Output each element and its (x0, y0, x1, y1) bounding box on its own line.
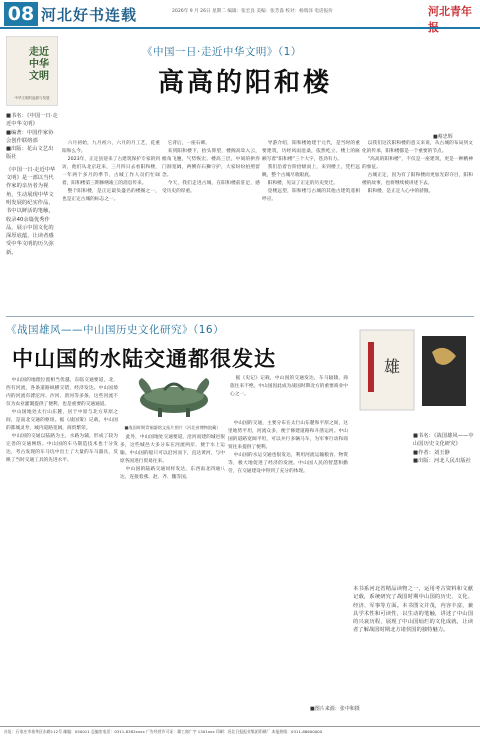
book-publisher: ■出版：花山文艺出版社 (6, 146, 54, 161)
book-cover-title: 走近中华文明 (29, 47, 49, 82)
paragraph: 来到阳和楼下，抬头仰望，楼阁高耸入云，檐角飞翘，气势恢宏。楼高三层，中间的拱券门洞宽阔，两侧有石狮守护，大家纷纷拍照留念。 (162, 149, 260, 179)
header-meta: 2026年 9 月 26日 星期二 编辑：张宏良 美编：张芳淼 校对：杨瑞泽 电话报价 (172, 9, 333, 14)
book-cover-1 (6, 36, 58, 106)
article1-title: 高高的阳和楼 (158, 68, 333, 98)
book-info-2 (413, 432, 475, 465)
book-name: ■书名：《战国雄风——中山国历史文化研究》 (413, 433, 474, 448)
paragraph: 中山国的交通以陆路为主，水路为辅，形成了较为完善的交通网络。中山国的车马制造技术也十分发达，考古发现的车马坑中出土了大量的车马器具，反映了当时交通工具的先进水平。 (6, 434, 118, 464)
paragraph: 2023年，正定县迎来了古建筑保护专家的到访，他们从北京赶来，三月四日去看阳和楼，一年两个多月的季节，古城工作人员们忙碌着，阳和楼第三期修缮竣工的消息传来。 (62, 157, 160, 187)
footer-info: 社址：石家庄市裕华区东路112号 邮编：050011 总编室电话：0311-8382xxxx 广告经营许可证：冀工商广字 1301xxx 印刷：河北日报报业集团印刷厂 本报热线：0311-88600000 (4, 729, 323, 734)
photo-caption: ■战国时期青铜器铭文拓片图片（河北省博物院藏） (124, 425, 221, 430)
book-author: ■编著：中国作家协会创作联络部 (6, 129, 54, 144)
paragraph: 六月初始，九月初六，六月的月工艺，花重阳和么今。 (62, 141, 160, 155)
paragraph: 中山国的陆路交通同样发达，东西南北四通八达，连接着燕、赵、齐、魏等国。 (120, 467, 225, 481)
article2-column-3-top (230, 375, 348, 399)
paragraph: 整个阳和楼，是正定最负盛名的楼阁之一，也是正定古城的标志之一。 (62, 189, 160, 203)
paragraph: 阳和楼，见证了正定的历史变迁。 (267, 181, 338, 187)
newspaper-logo: 河北青年报 (428, 5, 472, 34)
book-name: ■书名：《中国一日·走近中华文明》 (6, 113, 58, 128)
section-title: 河北好书连载 (41, 6, 138, 24)
paragraph: 我们沿着台阶拾级而上，来到楼上，凭栏远眺，整个古城尽收眼底。 (262, 165, 360, 179)
paragraph: 据《史记》记载，中山国的交通发达，车马辐辏，商旅往来不绝。中山国因此成为战国时期北方的重要商业中心之一。 (230, 376, 348, 398)
paragraph: 今天，我们走进古城，在阳和楼前驻足，感受历史的厚重。 (162, 181, 260, 195)
book-cover-2 (352, 322, 474, 420)
bronze-artifact-photo (124, 372, 224, 422)
paragraph: 中山国的交通，主要分布在太行山东麓和平原之间，这里地势平坦，河流众多，便于修建道路和开凿运河。中山国的道路宽阔平坦，可以并行多辆马车，为军事行动和商贸往来提供了便利。 (228, 421, 348, 451)
paragraph: 古城正定，因为有了阳和楼而更加光彩夺目，阳和楼的故事，也将继续被讲述下去。 (362, 173, 473, 187)
paragraph: 中山国的地理位置相当优越，东临交通要道，北、西有河流，各条道路纵横交错，经济发达。中山国境内的河流有滹沱河、沙河、唐河等多条，这些河流不仅为农业灌溉提供了便利，也是重要的交通通道。 (6, 378, 118, 408)
paragraph: 登楼远望，阳和楼与古城的其他古建筑遥相呼应。 (262, 189, 360, 203)
paragraph: 以我们这次阳和楼的意义来说，从古城的布局到文化的传承，阳和楼都是一个重要的节点。 (362, 141, 473, 155)
book-blurb: 《中国一日·走近中华文明》是一部以当代作家的亲历者为视角，生动展现中华文明发展的纪实作品，书中以鲜活的笔触，收录40余篇优秀作品，展示中国文化的深厚底蕴，让读者感受中华文明的历久弥新。 (6, 166, 56, 256)
book-publisher: ■出版：河北人民出版社 (413, 457, 471, 464)
paragraph: 此外，中山国地处交通要道，沿河而建的城邑很多，这些城邑大多分布在河流两岸，便于水上运输。中山国的船只可以沿河而下，直达黄河，与中原各国进行贸易往来。 (120, 435, 225, 465)
paragraph: 中山国地处太行山东麓，居于中原与北方草原之间，是南北交通的枢纽。据《战国策》记载，中山国的都城灵寿，城内道路宽阔，商贸繁荣。 (6, 410, 118, 432)
article2-column-2 (120, 434, 225, 482)
article2-author: ■图片来源：张中和摄 (310, 706, 360, 712)
book-author: ■作者：刘玉静 (413, 449, 450, 456)
article2-column-3 (228, 420, 348, 476)
article1-column-1 (62, 140, 160, 204)
article2-series: 《战国雄风——中山国历史文化研究》（16） (6, 324, 225, 336)
article1-column-4 (362, 140, 473, 196)
svg-text:雄: 雄 (383, 357, 401, 376)
article1-series: 《中国一日·走近中华文明》（1） (142, 46, 302, 58)
paragraph: “高高的阳和楼”，不仅是一座建筑，更是一种精神的象征。 (362, 157, 473, 171)
book-info-1 (6, 112, 58, 257)
footer-rule (0, 726, 480, 727)
book-blurb-2: 本书系河北省精品读物之一，运用考古资料和文献记载，系统研究了战国时期中山国的历史、文化、经济、军事等方面。本书图文并茂，内容丰富，兼具学术性和可读性，以生动的笔触，讲述了中山国的兴衰历程，展现了中山国灿烂的文化成就，让读者了解战国时期北方诸侯国的独特魅力。 (353, 586, 473, 634)
article2-title: 中山国的水陆交通都很发达 (12, 346, 276, 371)
header-rule (0, 27, 480, 29)
book-cover-subtitle: 中华文明的起源与发展 (14, 96, 50, 100)
article2-column-1 (6, 377, 118, 466)
paragraph: 阳和楼，是正定人心中的骄傲。 (367, 189, 434, 195)
paragraph: 导游介绍，阳和楼始建于元代，是当时的重要建筑，历经风雨沧桑，依然屹立。楼上的匾额写着“阳和楼”三个大字，苍劲有力。 (262, 141, 360, 163)
article1-author: ■蔡忠辉 (433, 134, 453, 140)
article1-column-2 (162, 140, 260, 196)
paragraph: 中山国的水运交通也很发达，利用河流运输粮食、物资等，极大地促进了经济的发展。中山国人民的智慧和勤劳，在交通建设中得到了充分的体现。 (228, 453, 348, 475)
article1-column-3 (262, 140, 360, 204)
page-number: 08 (4, 2, 38, 26)
section-divider (6, 316, 474, 317)
paragraph: 它背后，一座石碑。 (167, 141, 210, 146)
